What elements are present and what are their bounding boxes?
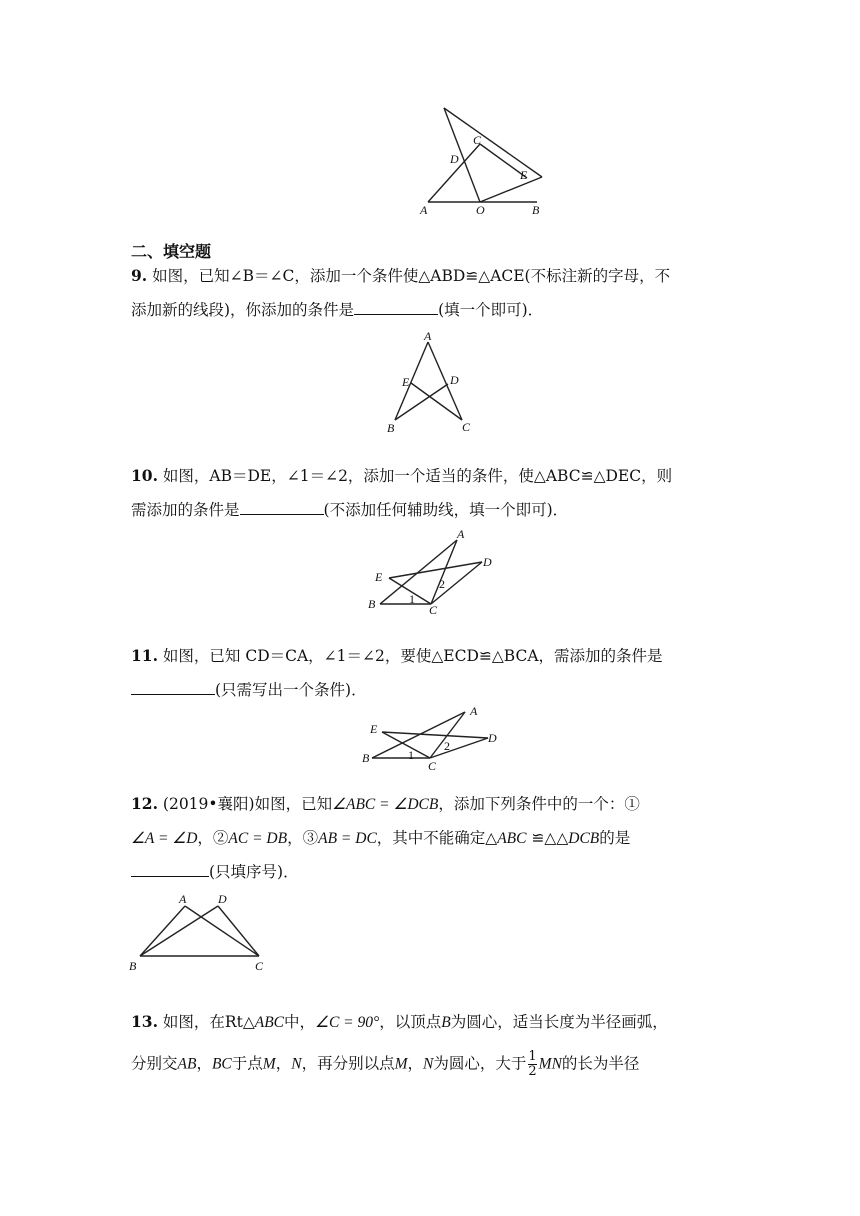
label-d: D: [218, 892, 227, 906]
q11-number: 11.: [131, 646, 158, 665]
segment-dc: [430, 738, 488, 758]
q13-angle: ∠C = 90°: [315, 1014, 380, 1031]
angle-label-1: 1: [408, 748, 414, 762]
q13-text-2o: 的长为半径: [561, 1054, 640, 1073]
q12-text-2f: ，其中不能确定△: [376, 829, 498, 847]
q13-text-2a: 分别交: [131, 1054, 178, 1073]
q13-text-1f: ，以顶点: [379, 1013, 442, 1031]
q9-text-2a: 添加新的线段)，你添加的条件是: [131, 301, 355, 319]
label-b: B: [532, 203, 540, 217]
q13-seg-ab: AB: [177, 1055, 197, 1073]
q9-answer-blank[interactable]: [354, 300, 438, 315]
q11-answer-blank[interactable]: [131, 680, 215, 695]
label-a: A: [424, 329, 432, 343]
label-e: E: [520, 168, 528, 182]
q11-line1: [131, 646, 663, 666]
q9-text-2b: (填一个即可)．: [438, 301, 544, 319]
angle-label-2: 2: [444, 739, 450, 753]
angle-label-1: 1: [409, 592, 415, 606]
q12-cond-2: AC = DB: [228, 830, 288, 847]
q13-point-n: N: [291, 1055, 302, 1073]
q13-point-m2: M: [394, 1055, 408, 1073]
q13-text-2m: 为圆心，大于: [433, 1054, 527, 1073]
segment-ec: [382, 732, 430, 758]
q12-number: 12.: [131, 794, 158, 813]
label-e: E: [375, 570, 383, 584]
label-d: D: [483, 555, 492, 569]
label-b: B: [129, 959, 137, 973]
q13-comma-1: ，: [196, 1054, 212, 1073]
q12-text-1c: ，添加下列条件中的一个：①: [438, 795, 640, 813]
label-c: C: [429, 603, 438, 617]
q12-line2: [131, 828, 630, 849]
label-a: A: [457, 527, 465, 541]
label-c: C: [428, 759, 437, 773]
q12-line1: [131, 794, 640, 815]
label-c: C: [473, 133, 482, 147]
q12-text-1a: (2019•襄阳)如图，已知: [162, 795, 333, 813]
segment-dc: [218, 906, 259, 956]
q13-point-n2: N: [423, 1055, 434, 1073]
label-c: C: [255, 959, 264, 973]
q13-text-1a: 如图，在: [162, 1013, 225, 1031]
label-b: B: [362, 751, 370, 765]
q13-point-b: B: [441, 1014, 451, 1031]
q13-comma-2: ，: [275, 1054, 292, 1073]
q12-sep-3: ，③: [287, 829, 319, 847]
fraction-denominator: 2: [528, 1064, 537, 1079]
label-b: B: [387, 421, 395, 435]
q10-line2: [131, 500, 568, 520]
q10-answer-blank[interactable]: [240, 500, 324, 515]
q9-number: 9.: [131, 266, 148, 285]
segment-ac: [185, 906, 259, 956]
q13-line1: [131, 1012, 668, 1033]
figure-q11: [360, 702, 510, 772]
q13-seg-mn: MN: [538, 1055, 562, 1073]
q11-text-2: (只需写出一个条件)．: [215, 681, 367, 699]
q13-line2: [131, 1050, 639, 1079]
q9-line2: [131, 300, 543, 320]
section-heading: 二、填空题: [131, 242, 212, 261]
label-d: D: [450, 152, 459, 166]
q12-text-3: (只填序号)．: [209, 863, 299, 881]
q12-line3: [131, 862, 299, 882]
label-e: E: [370, 722, 378, 736]
segment-ed: [389, 562, 482, 578]
q13-text-2e: 于点: [231, 1054, 263, 1073]
label-o: O: [476, 203, 485, 217]
q12-math-1: ∠ABC = ∠DCB: [332, 796, 439, 813]
q13-text-2i: ，再分别以点: [301, 1054, 395, 1073]
q9-text-1: 如图，已知∠B＝∠C，添加一个条件使△ABD≌△ACE(不标注新的字母，不: [152, 267, 671, 285]
q13-number: 13.: [131, 1012, 158, 1031]
segment-ed: [382, 732, 488, 738]
label-a: A: [470, 704, 478, 718]
segment-top-e: [444, 108, 542, 177]
figure-q8: [410, 100, 560, 225]
q12-tri-abc: ABC: [497, 830, 527, 847]
label-d: D: [450, 373, 459, 387]
q10-text-2a: 需添加的条件是: [131, 501, 240, 519]
q12-cond-1: ∠A = ∠D: [131, 830, 198, 847]
q10-line1: [131, 466, 672, 486]
label-c: C: [462, 420, 471, 434]
q12-congruent: ≌△△: [526, 829, 569, 847]
figure-q12: [125, 886, 275, 976]
q13-text-1d: 中，: [284, 1013, 316, 1031]
label-e: E: [402, 375, 410, 389]
label-a: A: [420, 203, 428, 217]
segment-ac: [431, 540, 457, 604]
q12-answer-blank[interactable]: [131, 862, 209, 877]
segment-ba: [380, 540, 457, 604]
fraction-numerator: 1: [528, 1049, 537, 1064]
figure-q10: [365, 526, 505, 616]
figure-q9: [382, 328, 482, 438]
q10-text-2b: (不添加任何辅助线，填一个即可)．: [323, 501, 569, 519]
q11-line2: [131, 680, 367, 700]
q12-cond-3: AB = DC: [318, 830, 377, 847]
label-b: B: [368, 597, 376, 611]
label-d: D: [488, 731, 497, 745]
q11-text-1: 如图，已知 CD＝CA，∠1＝∠2，要使△ECD≌△BCA，需添加的条件是: [162, 647, 663, 665]
q13-fraction: [528, 1050, 536, 1079]
q10-text-1: 如图，AB＝DE，∠1＝∠2，添加一个适当的条件，使△ABC≌△DEC，则: [162, 467, 673, 485]
q12-sep-2: ，②: [197, 829, 229, 847]
q13-seg-bc: BC: [211, 1055, 232, 1073]
q13-rt: Rt△: [224, 1013, 255, 1031]
q9-line1: [131, 266, 670, 286]
q10-number: 10.: [131, 466, 158, 485]
segment-o-e: [480, 177, 542, 202]
q12-tri-dcb: DCB: [568, 830, 600, 847]
angle-label-2: 2: [439, 577, 445, 591]
q13-comma-3: ，: [407, 1054, 424, 1073]
label-a: A: [179, 892, 187, 906]
q13-text-1h: 为圆心，适当长度为半径画弧，: [450, 1013, 668, 1031]
q13-tri: ABC: [254, 1014, 285, 1031]
q12-text-2j: 的是: [599, 829, 631, 847]
q13-point-m: M: [262, 1055, 276, 1073]
